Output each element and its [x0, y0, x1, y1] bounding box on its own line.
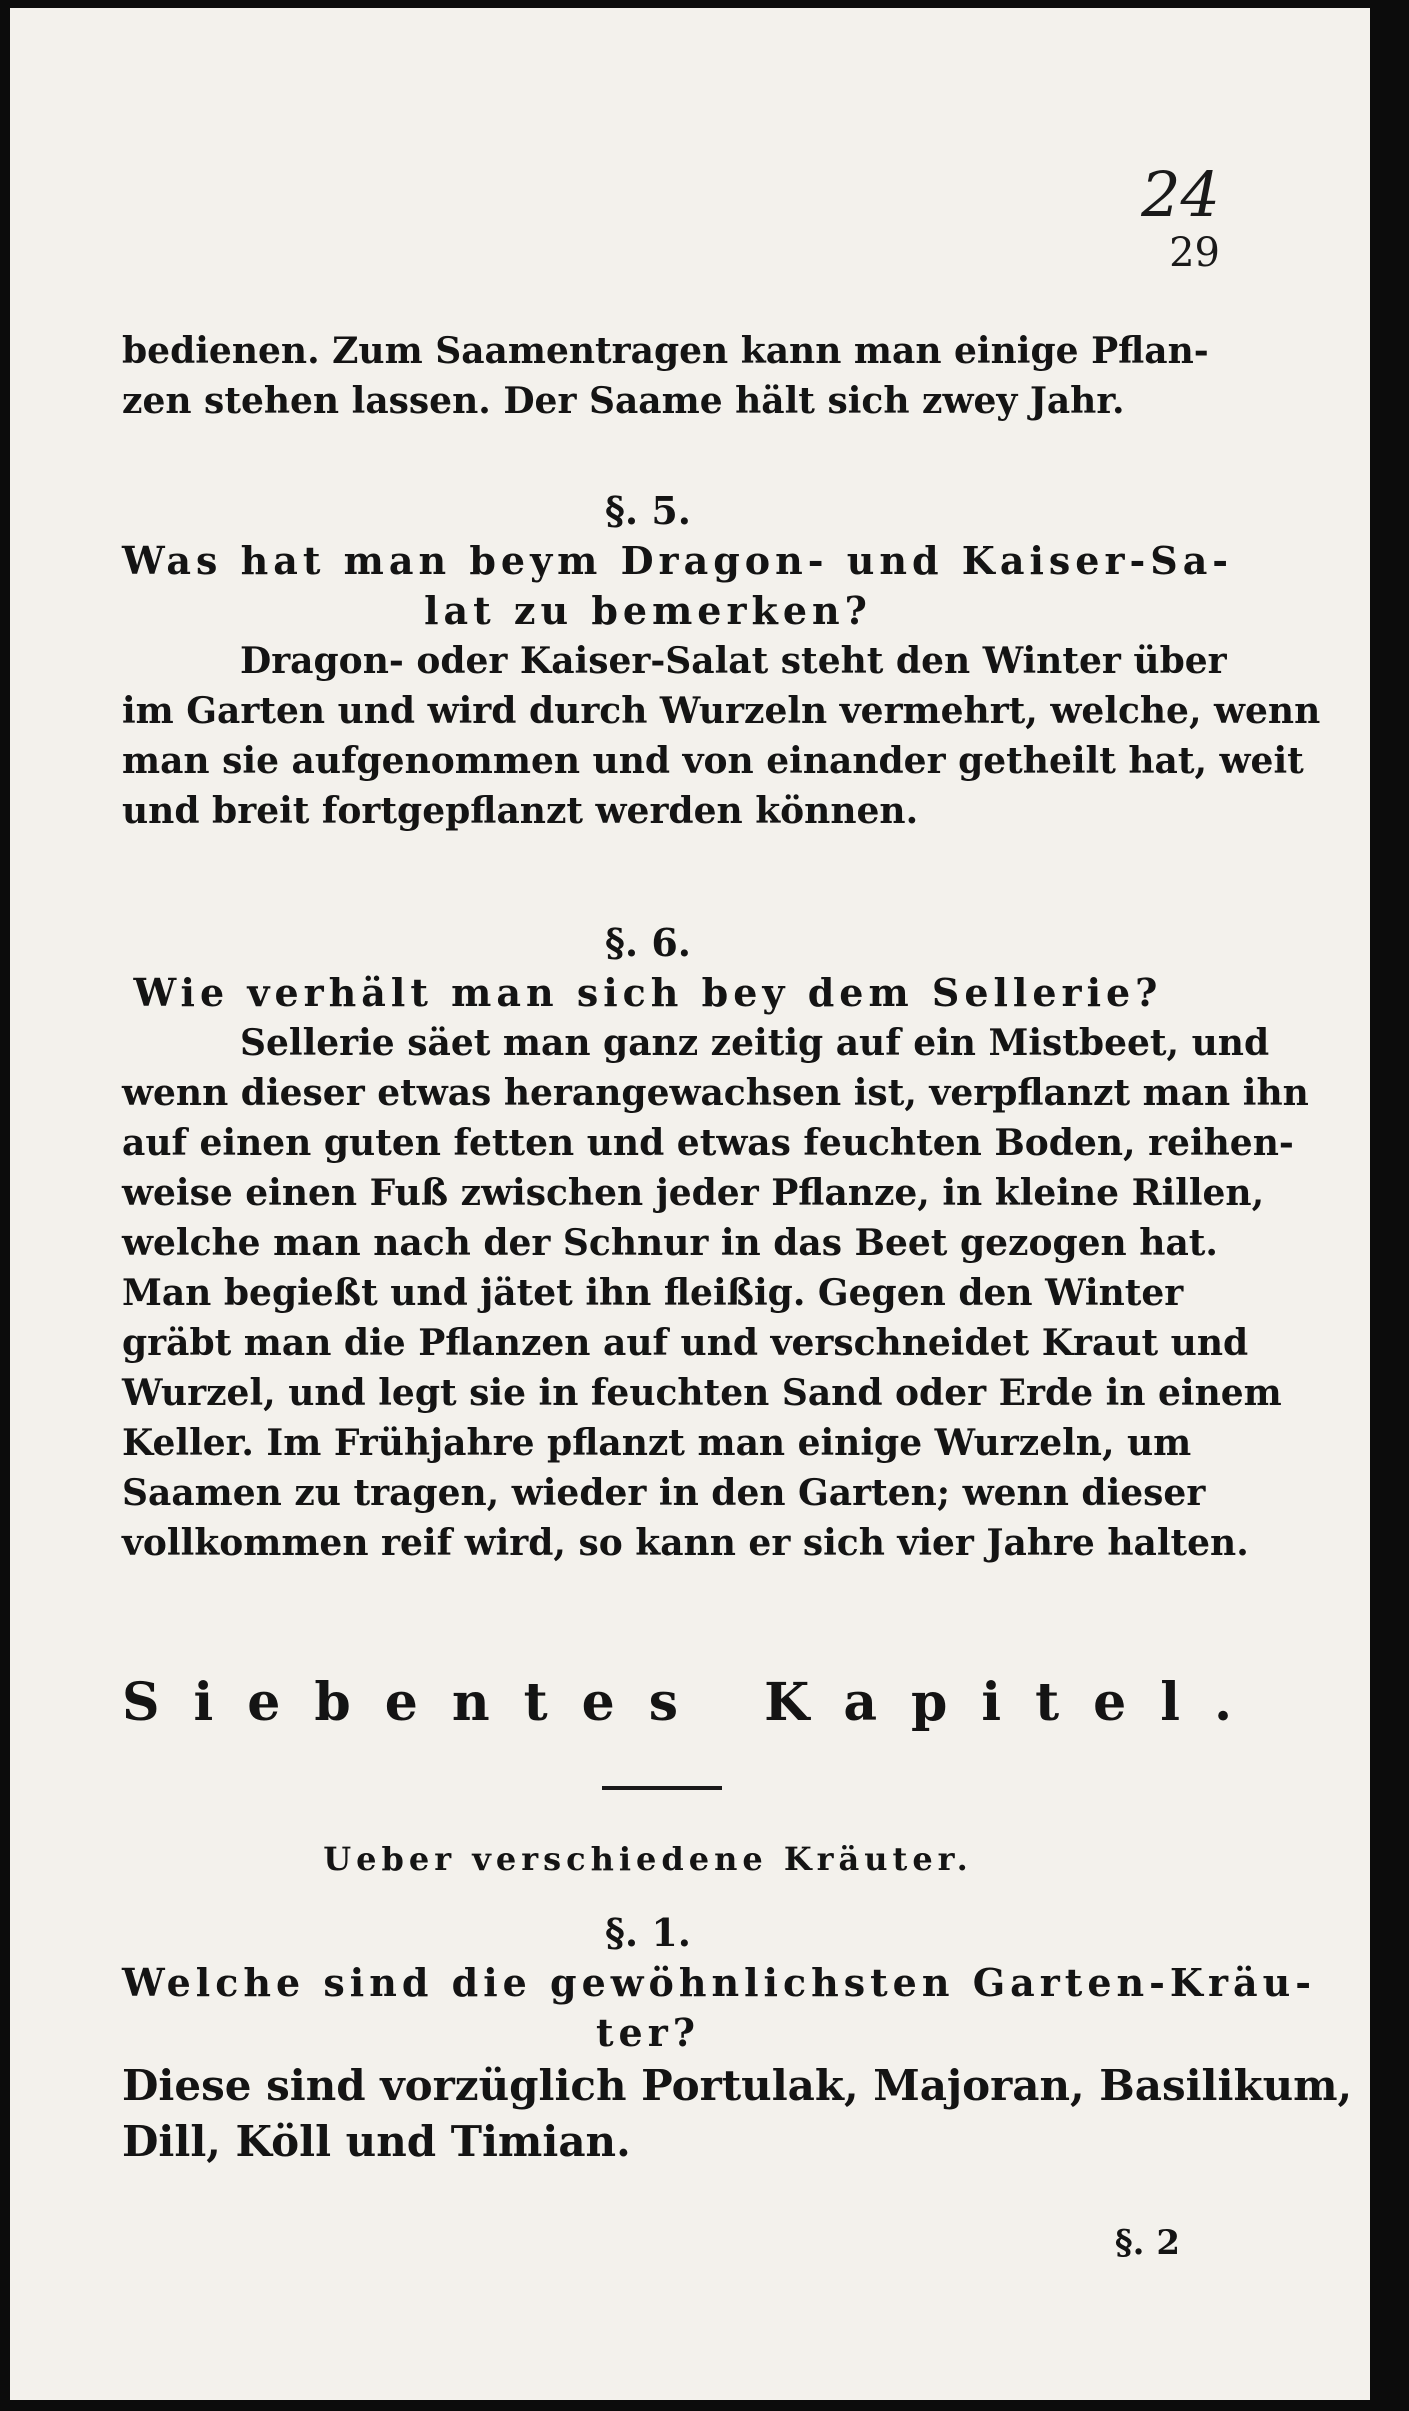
section-5	[122, 486, 1321, 836]
divider-rule	[602, 1786, 722, 1790]
text-line: man sie aufgenommen und von einander getheilt hat, weit	[122, 740, 1304, 782]
text-line: zen stehen lassen. Der Saame hält sich zwey Jahr.	[122, 380, 1125, 422]
text-line: Wurzel, und legt sie in feuchten Sand oder Erde in einem	[122, 1372, 1282, 1414]
text-line: vollkommen reif wird, so kann er sich vier Jahre halten.	[122, 1522, 1249, 1564]
text-line: im Garten und wird durch Wurzeln vermehrt, welche, wenn	[122, 690, 1321, 732]
text-line: Saamen zu tragen, wieder in den Garten; wenn dieser	[122, 1472, 1206, 1514]
text-line: Dragon- oder Kaiser-Salat steht den Winter über	[240, 640, 1227, 682]
chapter-title: Siebentes Kapitel.	[122, 1672, 1267, 1733]
chapter-subtitle: Ueber verschiedene Kräuter.	[323, 1840, 973, 1878]
text-line: gräbt man die Pflanzen auf und verschneidet Kraut und	[122, 1322, 1249, 1364]
text-line: wenn dieser etwas herangewachsen ist, verpflanzt man ihn	[122, 1072, 1309, 1114]
text-line: Dill, Köll und Timian.	[122, 2117, 631, 2166]
text-line: Diese sind vorzüglich Portulak, Majoran, Basilikum,	[122, 2061, 1353, 2110]
text-line: bedienen. Zum Saamentragen kann man einige Pflan-	[122, 330, 1209, 372]
section-6	[122, 918, 1309, 1568]
handwritten-page-number: 24	[1141, 158, 1220, 231]
section-heading: ter?	[595, 2010, 700, 2055]
chapter-title-block	[122, 1668, 1267, 1738]
text-line: Keller. Im Frühjahre pflanzt man einige Wurzeln, um	[122, 1422, 1192, 1464]
section-heading: Was hat man beym Dragon- und Kaiser-Sa-	[122, 538, 1234, 583]
text-line: und breit fortgepflanzt werden können.	[122, 790, 919, 832]
section-heading: Wie verhält man sich bey dem Sellerie?	[133, 970, 1163, 1015]
section-number: §. 5.	[604, 488, 691, 533]
section-heading: lat zu bemerken?	[424, 588, 872, 633]
catchword: §. 2	[1114, 2223, 1180, 2263]
section-number: §. 6.	[604, 920, 691, 965]
book-page	[10, 8, 1370, 2400]
text-line: auf einen guten fetten und etwas feuchten Boden, reihen-	[122, 1122, 1294, 1164]
top-paragraph	[122, 326, 1209, 426]
printed-page-number: 29	[1169, 230, 1220, 276]
text-line: welche man nach der Schnur in das Beet gezogen hat.	[122, 1222, 1218, 1264]
section-1	[122, 1908, 1353, 2170]
text-line: Sellerie säet man ganz zeitig auf ein Mistbeet, und	[240, 1022, 1270, 1064]
section-number: §. 1.	[604, 1910, 691, 1955]
section-heading: Welche sind die gewöhnlichsten Garten-Kräu-	[122, 1960, 1317, 2005]
text-line: weise einen Fuß zwischen jeder Pflanze, in kleine Rillen,	[122, 1172, 1265, 1214]
text-line: Man begießt und jätet ihn fleißig. Gegen den Winter	[122, 1272, 1184, 1314]
chapter-subtitle-block	[122, 1834, 1174, 1884]
